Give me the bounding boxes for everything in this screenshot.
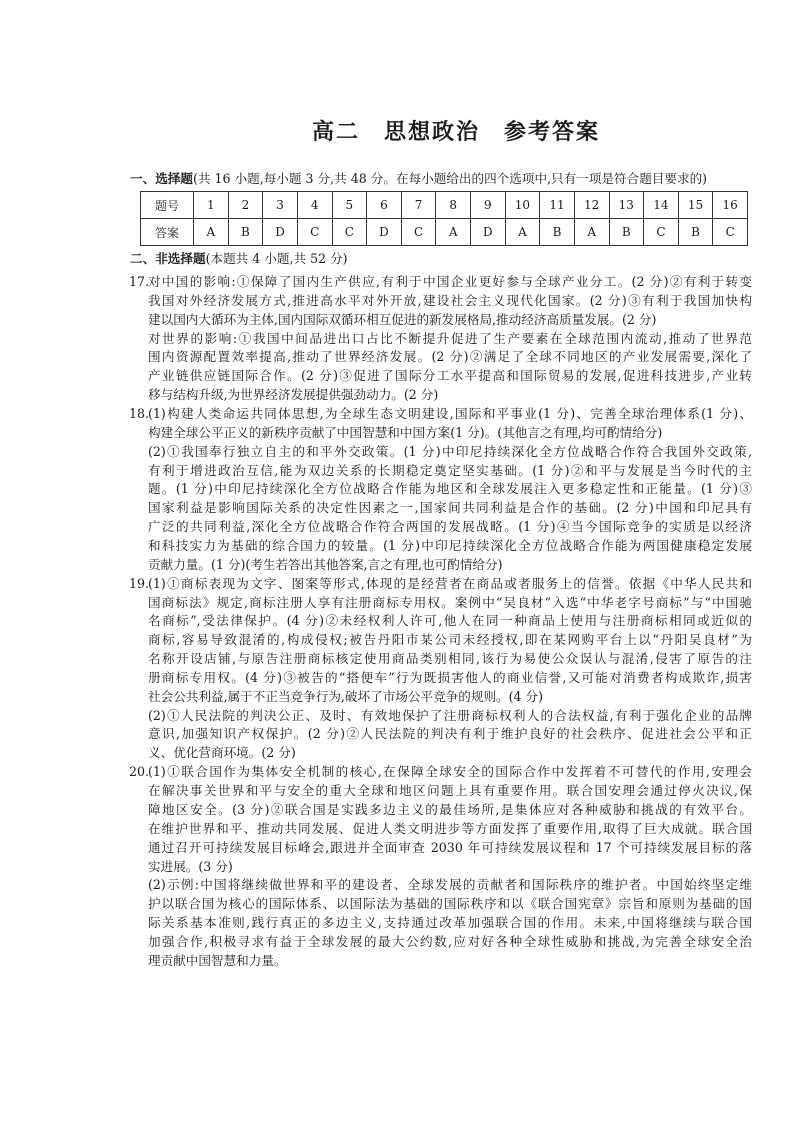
answer-cell: C [644, 219, 679, 246]
question-number: 3 [263, 192, 298, 219]
answer-line: 意识,加强知识产权保护。(2 分)②人民法院的判决有利于维护良好的社会秩序、促进社会公平和正 [148, 726, 752, 741]
answer-line: 障地区安全。(3 分)②联合国是实践多边主义的最佳场所,是集体应对各种威胁和挑战的有效平台。 [148, 802, 752, 817]
question-number: 10 [505, 192, 540, 219]
page-title: 高二 思想政治 参考答案 [311, 119, 600, 145]
question-number: 15 [678, 192, 713, 219]
answer-line: 实进展。(3 分) [148, 859, 233, 874]
answer-cell: D [263, 219, 298, 246]
answer-cell: A [194, 219, 229, 246]
answer-line: (2)①人民法院的判决公正、及时、有效地保护了注册商标权利人的合法权益,有利于强化企业的品牌 [148, 708, 752, 723]
answer-cell: D [471, 219, 506, 246]
answer-line: 题。(1 分)中印尼持续深化全方位战略合作能为地区和全球发展注入更多稳定性和正能量。(1 分)③ [148, 481, 752, 496]
question-number: 7 [401, 192, 436, 219]
answer-cell: B [228, 219, 263, 246]
answer-line: 广泛的共同利益,深化全方位战略合作符合两国的发展战略。(1 分)④当今国际竞争的实质是以经济 [148, 519, 752, 534]
question-number: 16 [713, 192, 748, 219]
answer-line: 国家利益是影响国际关系的决定性因素之一,国家间共同利益是合作的基础。(2 分)中国和印尼具有 [148, 500, 752, 515]
answer-line: 构建全球公平正义的新秩序贡献了中国智慧和中国方案(1 分)。(其他言之有理,均可酌情给分) [148, 425, 663, 440]
answer-line: 义、优化营商环境。(2 分) [148, 745, 296, 760]
answer-line: 在解决事关世界和平与安全的重大全球和地区问题上具有重要作用。联合国安理会通过停火决议,保 [148, 783, 752, 798]
answer-line: 建以国内大循环为主体,国内国际双循环相互促进的新发展格局,推动经济高质量发展。(2 分) [148, 312, 657, 327]
answer-line: 产业链供应链国际合作。(2 分)③促进了国际分工水平提高和国际贸易的发展,促进科技进步,产业转 [148, 368, 752, 383]
answer-line: 理贡献中国智慧和力量。 [148, 953, 287, 968]
question-19-number: 19. [129, 576, 150, 591]
answer-line: 我国对外经济发展方式,推进高水平对外开放,建设社会主义现代化国家。(2 分)③有利于我国加快构 [148, 293, 752, 308]
question-number: 12 [574, 192, 609, 219]
answer-line: 际关系基本准则,践行真正的多边主义,支持通过改革加强联合国的作用。未来,中国将继续与联合国 [148, 915, 752, 930]
answer-line: 围内资源配置效率提高,推动了世界经济发展。(2 分)②满足了全球不同地区的产业发展需要,深化了 [148, 349, 752, 364]
section-two-note: (本题共 4 小题,共 52 分) [205, 251, 348, 266]
answer-line: 商标,容易导致混淆的,构成侵权;被告丹阳市某公司未经授权,即在某网购平台上以“丹阳吴良材”为 [148, 632, 752, 647]
answer-cell: A [505, 219, 540, 246]
question-number: 1 [194, 192, 229, 219]
answer-line: (1)①商标表现为文字、图案等形式,体现的是经营者在商品或者服务上的信誉。依据《中华人民共和 [148, 576, 752, 591]
question-number: 13 [609, 192, 644, 219]
answer-line: 加强合作,积极寻求有益于全球发展的最大公约数,应对好各种全球性威胁和挑战,为完善全球安全治 [148, 934, 752, 949]
answer-label: 答案 [141, 219, 194, 246]
answer-cell: A [574, 219, 609, 246]
answer-cell: A [436, 219, 471, 246]
question-20-number: 20. [129, 764, 150, 779]
question-17-number: 17. [129, 274, 150, 289]
answer-line: 名称开设店铺,与原告注册商标核定使用商品类别相同,该行为易使公众误认与混淆,侵害了原告的注 [148, 651, 752, 666]
section-two-label: 二、非选择题 [130, 251, 206, 266]
answer-line: 和科技实力为基础的综合国力的较量。(1 分)中印尼持续深化全方位战略合作能为两国健康稳定发展 [148, 538, 752, 553]
question-number: 14 [644, 192, 679, 219]
answer-cell: B [540, 219, 575, 246]
answer-cell: C [401, 219, 436, 246]
answer-line: (1)①联合国作为集体安全机制的核心,在保障全球安全的国际合作中发挥着不可替代的作用,安理会 [148, 764, 752, 779]
question-number: 9 [471, 192, 506, 219]
answer-line: 有利于增进政治互信,能为双边关系的长期稳定奠定坚实基础。(1 分)②和平与发展是当今时代的主 [148, 463, 752, 478]
answer-table [140, 191, 748, 246]
answer-line: (2)示例:中国将继续做世界和平的建设者、全球发展的贡献者和国际秩序的维护者。中国始终坚定维 [148, 877, 752, 892]
answer-line: 在维护世界和平、推动共同发展、促进人类文明进步等方面发挥了重要作用,取得了巨大成就。联合国 [148, 821, 752, 836]
answer-line: 国商标法》规定,商标注册人享有注册商标专用权。案例中“吴良材”入选“中华老字号商标”与“中国驰 [148, 595, 752, 610]
answer-line: 贡献力量。(1 分)(考生若答出其他答案,言之有理,也可酌情给分) [148, 557, 503, 572]
answer-cell: D [367, 219, 402, 246]
section-two-heading [130, 249, 754, 268]
answer-line: (1)构建人类命运共同体思想,为全球生态文明建设,国际和平事业(1 分)、完善全球治理体系(1 分)、 [148, 406, 752, 421]
answer-line: 护以联合国为核心的国际体系、以国际法为基础的国际秩序和以《联合国宪章》宗旨和原则为基础的国 [148, 896, 752, 911]
answer-cell: B [609, 219, 644, 246]
answer-cell: B [678, 219, 713, 246]
question-number: 2 [228, 192, 263, 219]
question-number: 8 [436, 192, 471, 219]
answer-line: 社会公共利益,属于不正当竞争行为,破坏了市场公平竞争的规则。(4 分) [148, 689, 544, 704]
question-number-row [141, 192, 748, 219]
section-one-label: 一、选择题 [130, 171, 193, 186]
answer-row [141, 219, 748, 246]
answer-line: 移与结构升级,为世界经济发展提供强劲动力。(2 分) [148, 387, 439, 402]
question-18-number: 18. [129, 406, 150, 421]
answer-line: (2)①我国奉行独立自主的和平外交政策。(1 分)中印尼持续深化全方位战略合作符合我国外交政策, [148, 444, 752, 459]
answer-line: 对中国的影响:①保障了国内生产供应,有利于中国企业更好参与全球产业分工。(2 分)②有利于转变 [148, 274, 752, 289]
answer-cell: C [297, 219, 332, 246]
answer-line: 名商标”,受法律保护。(4 分)②未经权利人许可,他人在同一种商品上使用与注册商标相同或近似的 [148, 613, 752, 628]
question-number-label: 题号 [141, 192, 194, 219]
answer-line: 对世界的影响:①我国中间品进出口占比不断提升促进了生产要素在全球范围内流动,推动了世界范 [148, 331, 752, 346]
answer-cell: C [332, 219, 367, 246]
question-number: 4 [297, 192, 332, 219]
answer-cell: C [713, 219, 748, 246]
answer-line: 通过召开可持续发展目标峰会,跟进并全面审查 2030 年可持续发展议程和 17 个可持续发展目标的落 [148, 840, 752, 855]
answer-line: 册商标专用权。(4 分)③被告的“搭便车”行为既损害他人的商业信誉,又可能对消费者构成欺诈,损害 [148, 670, 752, 685]
question-number: 5 [332, 192, 367, 219]
question-number: 6 [367, 192, 402, 219]
section-one-heading [130, 169, 754, 188]
section-one-note: (共 16 小题,每小题 3 分,共 48 分。在每小题给出的四个选项中,只有一项是符合题目要求的) [192, 171, 708, 186]
question-number: 11 [540, 192, 575, 219]
